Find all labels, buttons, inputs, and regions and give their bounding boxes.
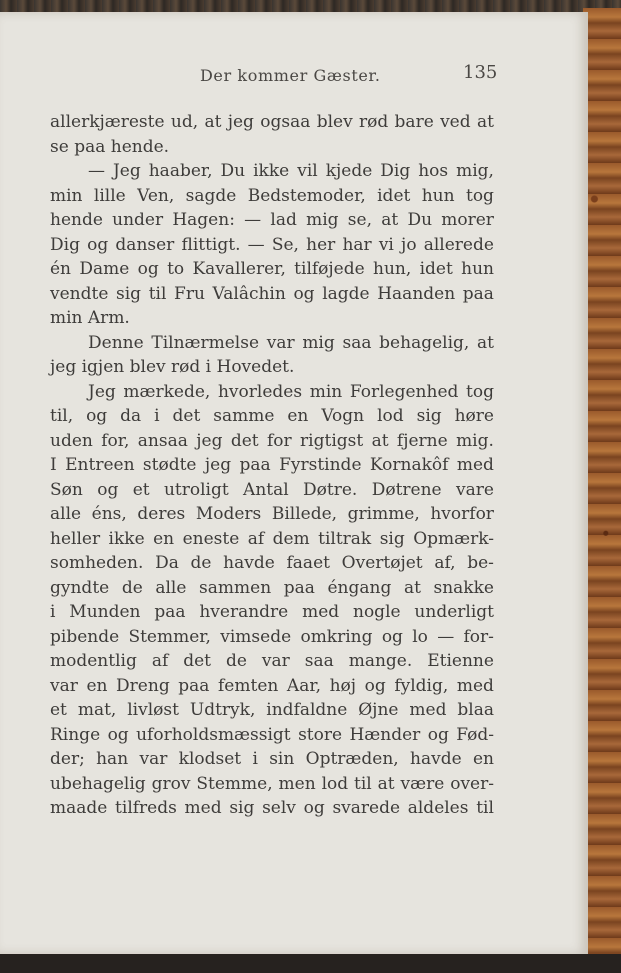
- text-line: et mat, livløst Udtryk, indfaldne Øjne med blaa: [50, 700, 494, 720]
- body-text: [50, 110, 494, 821]
- text-line: gyndte de alle sammen paa éngang at snakke: [50, 577, 494, 598]
- text-line: — Jeg haaber, Du ikke vil kjede Dig hos mig,: [88, 161, 494, 181]
- text-line: I Entreen stødte jeg paa Fyrstinde Kornakôf med: [50, 455, 494, 475]
- text-line: Søn og et utroligt Antal Døtre. Døtrene vare: [50, 479, 494, 500]
- text-line: vendte sig til Fru Valâchin og lagde Haanden paa: [50, 283, 494, 304]
- text-line: der; han var klodset i sin Optræden, havde en: [50, 749, 494, 769]
- text-line: var en Dreng paa femten Aar, høj og fyldig, med: [50, 675, 494, 696]
- text-line: pibende Stemmer, vimsede omkring og lo — for-: [50, 626, 494, 647]
- text-line: Dig og danser flittigt. — Se, her har vi jo allerede: [50, 234, 494, 255]
- text-line: Denne Tilnærmelse var mig saa behagelig, at: [88, 332, 494, 353]
- bottom-scan-edge: [0, 954, 621, 973]
- text-line: min Arm.: [50, 308, 130, 328]
- text-line: modentlig af det de var saa mange. Etienne: [50, 651, 494, 671]
- text-line: hende under Hagen: — lad mig se, at Du morer: [50, 210, 494, 230]
- book-edge-texture: [583, 8, 621, 963]
- text-line: allerkjæreste ud, at jeg ogsaa blev rød bare ved at: [50, 112, 494, 132]
- text-line: min lille Ven, sagde Bedstemoder, idet hun tog: [50, 185, 494, 206]
- text-line: til, og da i det samme en Vogn lod sig høre: [50, 406, 494, 426]
- text-line: heller ikke en eneste af dem tiltrak sig Opmærk-: [50, 528, 494, 549]
- text-line: alle éns, deres Moders Billede, grimme, hvorfor: [50, 504, 494, 524]
- text-line: jeg igjen blev rød i Hovedet.: [50, 357, 295, 377]
- text-line: uden for, ansaa jeg det for rigtigst at fjerne mig.: [50, 430, 494, 451]
- page-sheet: [0, 12, 588, 954]
- text-line: se paa hende.: [50, 136, 170, 157]
- text-line: Jeg mærkede, hvorledes min Forlegenhed tog: [88, 381, 494, 402]
- text-line: én Dame og to Kavallerer, tilføjede hun, idet hun: [50, 259, 494, 279]
- text-line: Ringe og uforholdsmæssigt store Hænder og Fød-: [50, 724, 494, 745]
- text-line: maade tilfreds med sig selv og svarede aldeles til: [50, 798, 494, 818]
- text-line: i Munden paa hverandre med nogle underligt: [50, 602, 494, 622]
- page-number: 135: [463, 62, 498, 83]
- running-title: Der kommer Gæster.: [200, 66, 381, 85]
- text-line: ubehagelig grov Stemme, men lod til at være over-: [50, 773, 494, 794]
- text-line: somheden. Da de havde faaet Overtøjet af, be-: [50, 553, 494, 573]
